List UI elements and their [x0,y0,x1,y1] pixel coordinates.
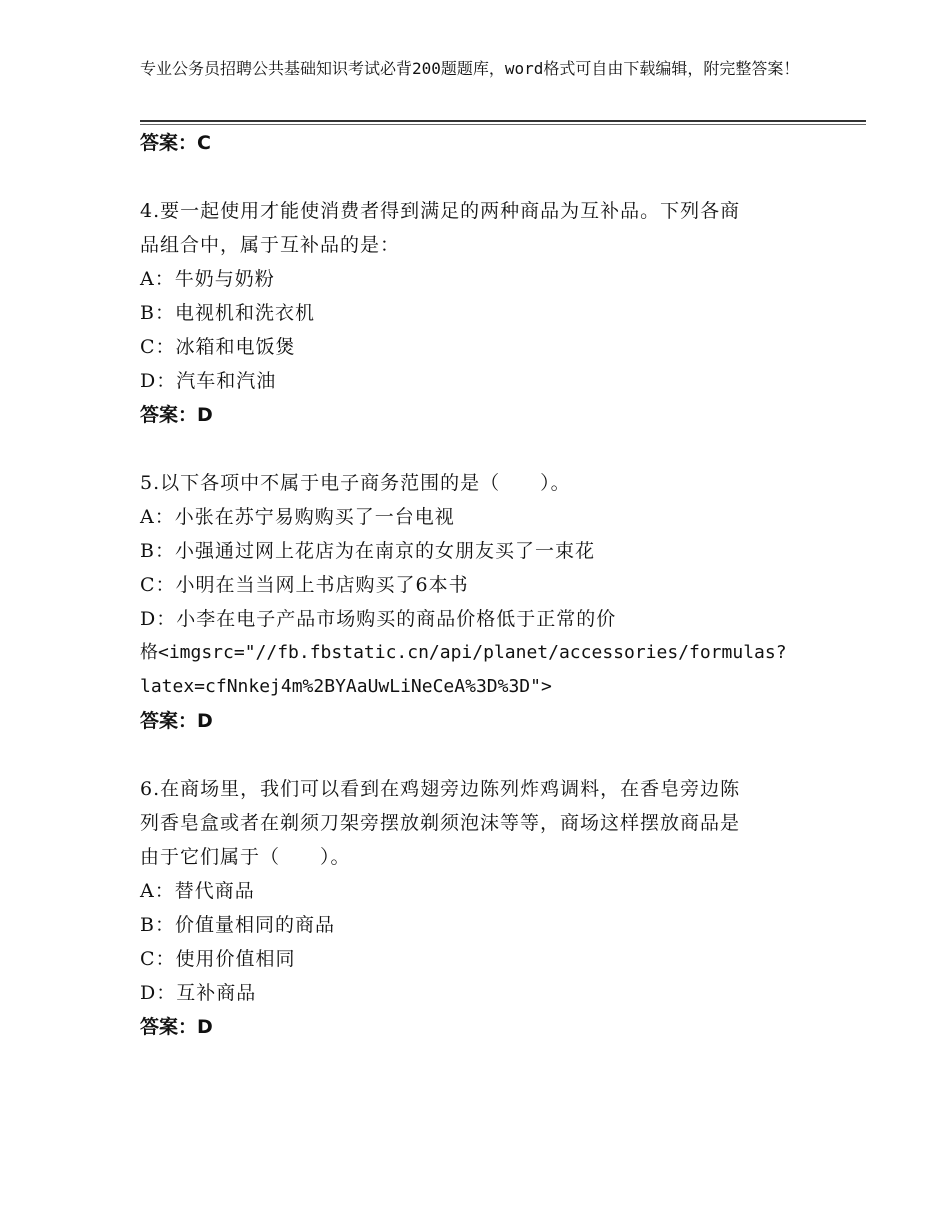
option-d: D：汽车和汽油 [140,370,277,392]
question-6 [140,772,820,1044]
answer-q6: 答案：D [140,1016,213,1038]
answer-q4: 答案：D [140,404,213,426]
option-c: C：冰箱和电饭煲 [140,336,296,358]
spacer [140,160,820,194]
question-stem: 列香皂盒或者在剃须刀架旁摆放剃须泡沫等等，商场这样摆放商品是 [140,812,741,834]
option-b: B：价值量相同的商品 [140,914,335,936]
option-a: A：小张在苏宁易购购买了一台电视 [140,506,455,528]
spacer [140,738,820,772]
option-d-continued: 格<imgsrc="//fb.fbstatic.cn/api/planet/accessories/formulas? [140,642,787,663]
question-stem: 6.在商场里，我们可以看到在鸡翅旁边陈列炸鸡调料，在香皂旁边陈 [140,778,741,800]
header-rule-secondary [140,124,866,125]
answer-q5: 答案：D [140,710,213,732]
option-a: A：牛奶与奶粉 [140,268,275,290]
question-stem: 5.以下各项中不属于电子商务范围的是（ ）。 [140,472,571,494]
question-5 [140,466,820,738]
option-b: B：小强通过网上花店为在南京的女朋友买了一束花 [140,540,595,562]
option-d: D：小李在电子产品市场购买的商品价格低于正常的价 [140,608,617,630]
answer-q3: 答案：C [140,132,211,154]
question-4 [140,194,820,432]
question-stem: 由于它们属于（ ）。 [140,846,351,868]
option-b: B：电视机和洗衣机 [140,302,315,324]
document-body [140,126,820,1044]
header-rule [140,120,866,122]
option-c: C：小明在当当网上书店购买了6本书 [140,574,469,596]
question-stem: 品组合中，属于互补品的是： [140,234,401,256]
option-a: A：替代商品 [140,880,255,902]
question-stem: 4.要一起使用才能使消费者得到满足的两种商品为互补品。下列各商 [140,200,741,222]
page-header: 专业公务员招聘公共基础知识考试必背200题题库，word格式可自由下载编辑，附完整答案！ [140,59,800,78]
option-c: C：使用价值相同 [140,948,296,970]
option-d-continued: latex=cfNnkej4m%2BYAaUwLiNeCeA%3D%3D"> [140,676,552,697]
option-d: D：互补商品 [140,982,257,1004]
spacer [140,432,820,466]
